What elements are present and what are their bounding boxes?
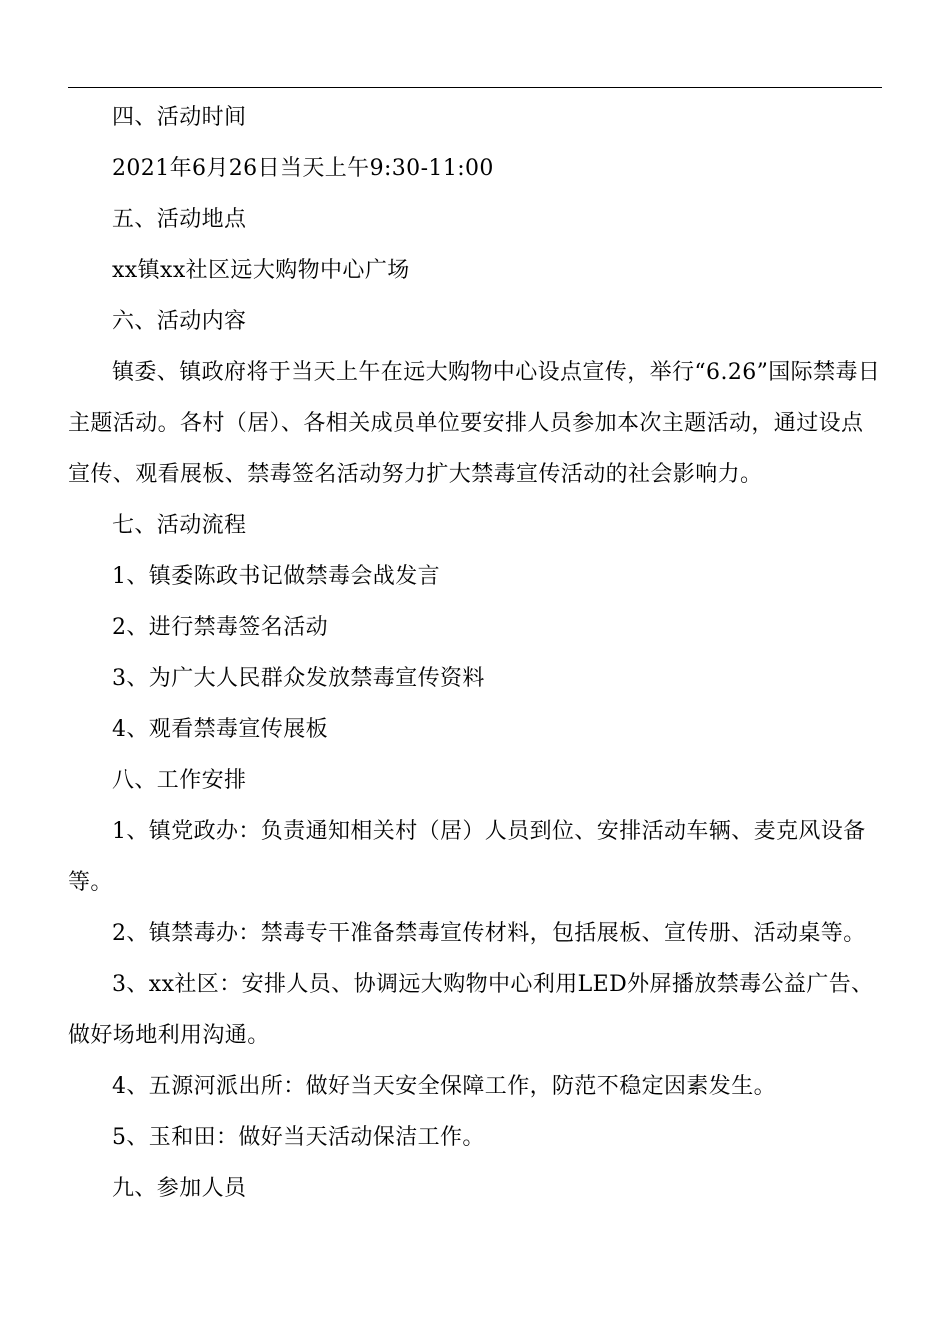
section-heading-work-arrangement: 八、工作安排 (112, 768, 247, 793)
document-body (68, 92, 882, 1214)
arrangement-item: 4、五源河派出所：做好当天安全保障工作，防范不稳定因素发生。 (112, 1074, 776, 1099)
section-heading-activity-time: 四、活动时间 (112, 105, 247, 130)
arrangement-item: 1、镇党政办：负责通知相关村（居）人员到位、安排活动车辆、麦克风设备等。 (68, 819, 866, 895)
section-heading-activity-process: 七、活动流程 (112, 513, 247, 538)
arrangement-item: 3、xx社区：安排人员、协调远大购物中心利用LED外屏播放禁毒公益广告、做好场地利用沟通。 (68, 972, 874, 1048)
arrangement-item: 5、玉和田：做好当天活动保洁工作。 (112, 1125, 485, 1150)
activity-time-text: 2021年6月26日当天上午9:30-11:00 (112, 156, 494, 181)
arrangement-item: 2、镇禁毒办：禁毒专干准备禁毒宣传材料，包括展板、宣传册、活动桌等。 (112, 921, 866, 946)
process-item: 3、为广大人民群众发放禁毒宣传资料 (112, 666, 485, 691)
section-heading-activity-location: 五、活动地点 (112, 207, 247, 232)
activity-location-text: xx镇xx社区远大购物中心广场 (112, 258, 410, 283)
process-item: 1、镇委陈政书记做禁毒会战发言 (112, 564, 440, 589)
section-heading-activity-content: 六、活动内容 (112, 309, 247, 334)
process-item: 4、观看禁毒宣传展板 (112, 717, 328, 742)
header-rule (68, 87, 882, 88)
activity-content-text: 镇委、镇政府将于当天上午在远大购物中心设点宣传，举行“6.26”国际禁毒日主题活动。各村（居）、各相关成员单位要安排人员参加本次主题活动，通过设点宣传、观看展板、禁毒签名活动努力扩大禁毒宣传活动的社会影响力。 (68, 360, 881, 487)
process-item: 2、进行禁毒签名活动 (112, 615, 328, 640)
section-heading-participants: 九、参加人员 (112, 1176, 247, 1201)
